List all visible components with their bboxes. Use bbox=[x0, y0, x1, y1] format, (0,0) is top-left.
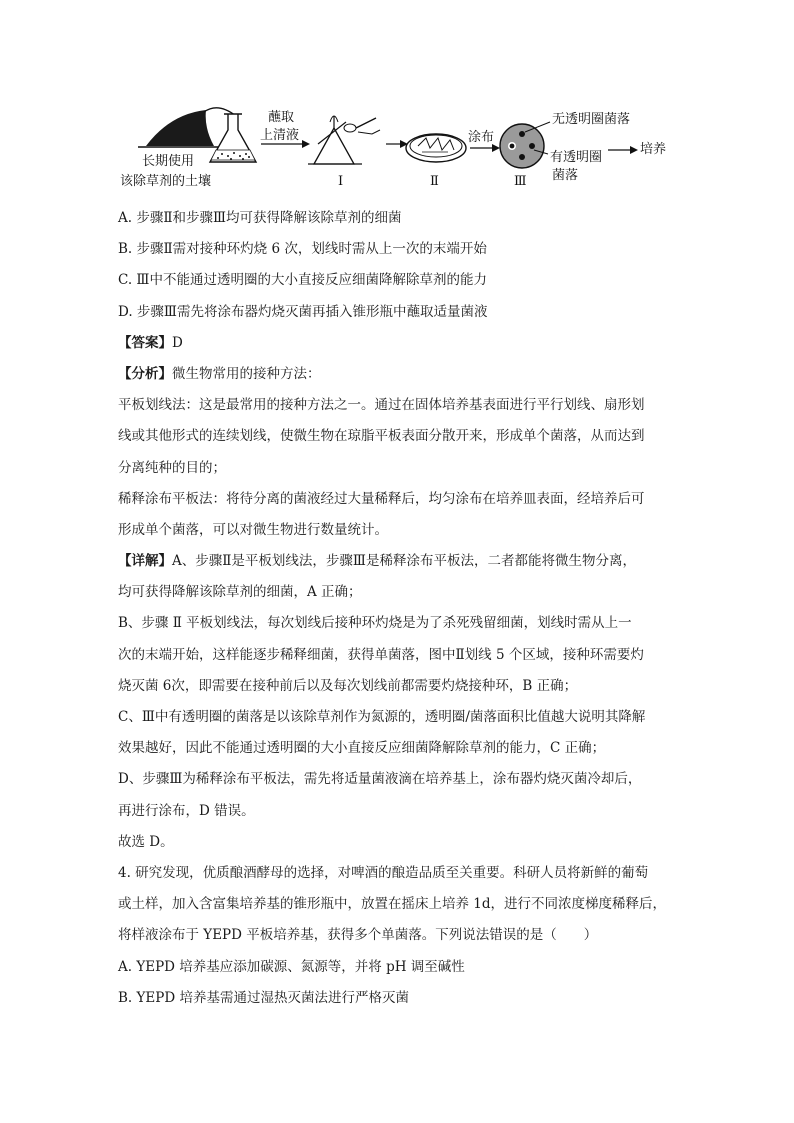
step1-label-line2: 上清液 bbox=[260, 128, 300, 143]
line-text: A. YEPD 培养基应添加碳源、氮源等，并将 pH 调至碱性 bbox=[118, 958, 465, 975]
text-line bbox=[118, 983, 684, 1014]
experiment-diagram bbox=[118, 104, 718, 196]
line-text: 形成单个菌落，可以对微生物进行数量统计。 bbox=[118, 521, 388, 538]
line-text: D. 步骤Ⅲ需先将涂布器灼烧灭菌再插入锥形瓶中蘸取适量菌液 bbox=[118, 303, 488, 320]
step1-label-line1: 蘸取 bbox=[268, 110, 295, 125]
spread-label: 涂布 bbox=[468, 130, 495, 145]
no-halo-colony-label: 无透明圈菌落 bbox=[552, 112, 631, 127]
text-line bbox=[118, 889, 684, 920]
text-line bbox=[118, 733, 684, 764]
halo-colony-label-line2: 菌落 bbox=[552, 168, 579, 183]
text-line bbox=[118, 764, 684, 795]
line-text: B. 步骤Ⅱ需对接种环灼烧 6 次，划线时需从上一次的末端开始 bbox=[118, 241, 487, 258]
soil-label-line1: 长期使用 bbox=[142, 154, 195, 169]
text-line bbox=[118, 390, 684, 421]
line-text: 故选 D。 bbox=[118, 833, 174, 850]
line-text: 平板划线法：这是最常用的接种方法之一。通过在固体培养基表面进行平行划线、扇形划 bbox=[118, 397, 645, 414]
line-text: D、步骤Ⅲ为稀释涂布平板法，需先将适量菌液滴在培养基上，涂布器灼烧灭菌冷却后， bbox=[118, 771, 642, 788]
line-text: 或土样，加入含富集培养基的锥形瓶中，放置在摇床上培养 1d，进行不同浓度梯度稀释后， bbox=[118, 896, 667, 913]
text-line bbox=[118, 359, 684, 390]
text-line bbox=[118, 920, 684, 951]
line-text: 再进行涂布，D 错误。 bbox=[118, 802, 255, 819]
conical-flask bbox=[210, 114, 256, 162]
text-line bbox=[118, 858, 684, 889]
line-text: A、步骤Ⅱ是平板划线法，步骤Ⅲ是稀释涂布平板法，二者都能将微生物分离， bbox=[172, 553, 636, 570]
soil-label-line2: 该除草剂的土壤 bbox=[120, 174, 212, 189]
line-text: 烧灭菌 6次，即需要在接种前后以及每次划线前都需要灼烧接种环，B 正确； bbox=[118, 677, 578, 694]
line-text: 线或其他形式的连续划线，使微生物在琼脂平板表面分散开来，形成单个菌落，从而达到 bbox=[118, 428, 645, 445]
line-text: 次的末端开始，这样能逐步稀释细菌，获得单菌落，图中Ⅱ划线 5 个区域，接种环需要灼 bbox=[118, 646, 644, 663]
alcohol-lamp-step-1 bbox=[308, 116, 380, 164]
line-text: 将样液涂布于 YEPD 平板培养基，获得多个单菌落。下列说法错误的是（ ） bbox=[118, 927, 598, 944]
section-tag: 【详解】 bbox=[118, 553, 172, 570]
line-text: 4. 研究发现，优质酿酒酵母的选择，对啤酒的酿造品质至关重要。科研人员将新鲜的葡萄 bbox=[118, 864, 649, 881]
step-1-numeral: Ⅰ bbox=[338, 174, 344, 189]
text-line bbox=[118, 827, 684, 858]
section-tag: 【分析】 bbox=[118, 365, 172, 382]
line-text: A. 步骤Ⅱ和步骤Ⅲ均可获得降解该除草剂的细菌 bbox=[118, 210, 402, 226]
text-line bbox=[118, 796, 684, 827]
text-line bbox=[118, 421, 684, 452]
line-text: 稀释涂布平板法：将待分离的菌液经过大量稀释后，均匀涂布在培养皿表面，经培养后可 bbox=[118, 490, 645, 507]
line-text: 微生物常用的接种方法： bbox=[172, 365, 321, 382]
petri-dish-step-2 bbox=[406, 134, 466, 162]
text-line bbox=[118, 297, 684, 328]
text-line bbox=[118, 515, 684, 546]
text-line bbox=[118, 608, 684, 639]
line-text: 均可获得降解该除草剂的细菌，A 正确； bbox=[118, 584, 362, 601]
soil-mound bbox=[146, 110, 214, 146]
text-line bbox=[118, 328, 684, 359]
text-line bbox=[118, 234, 684, 265]
text-line bbox=[118, 265, 684, 296]
halo-colony-label-line1: 有透明圈 bbox=[550, 150, 603, 165]
text-line bbox=[118, 484, 684, 515]
line-text: B. YEPD 培养基需通过湿热灭菌法进行严格灭菌 bbox=[118, 989, 409, 1006]
line-text: C. Ⅲ中不能通过透明圈的大小直接反应细菌降解除草剂的能力 bbox=[118, 272, 487, 289]
text-line bbox=[118, 702, 684, 733]
line-text: 分离纯种的目的； bbox=[118, 459, 226, 476]
step-2-numeral: Ⅱ bbox=[430, 174, 439, 189]
text-line bbox=[118, 203, 684, 234]
step-3-numeral: Ⅲ bbox=[514, 174, 527, 189]
text-line bbox=[118, 671, 684, 702]
text-line bbox=[118, 546, 684, 577]
text-line bbox=[118, 952, 684, 983]
colony-no-halo bbox=[519, 131, 525, 137]
text-line bbox=[118, 453, 684, 484]
section-tag: 【答案】 bbox=[118, 334, 172, 351]
document-body bbox=[118, 203, 684, 1014]
text-line bbox=[118, 577, 684, 608]
culture-label: 培养 bbox=[640, 142, 667, 157]
line-text: B、步骤 Ⅱ 平板划线法，每次划线后接种环灼烧是为了杀死残留细菌，划线时需从上一 bbox=[118, 615, 632, 632]
line-text: C、Ⅲ中有透明圈的菌落是以该除草剂作为氮源的，透明圈/菌落面积比值越大说明其降解 bbox=[118, 709, 646, 725]
text-line bbox=[118, 640, 684, 671]
petri-dish-step-3 bbox=[500, 124, 544, 168]
line-text: 效果越好，因此不能通过透明圈的大小直接反应细菌降解除草剂的能力，C 正确； bbox=[118, 740, 606, 757]
line-text: D bbox=[172, 334, 183, 351]
